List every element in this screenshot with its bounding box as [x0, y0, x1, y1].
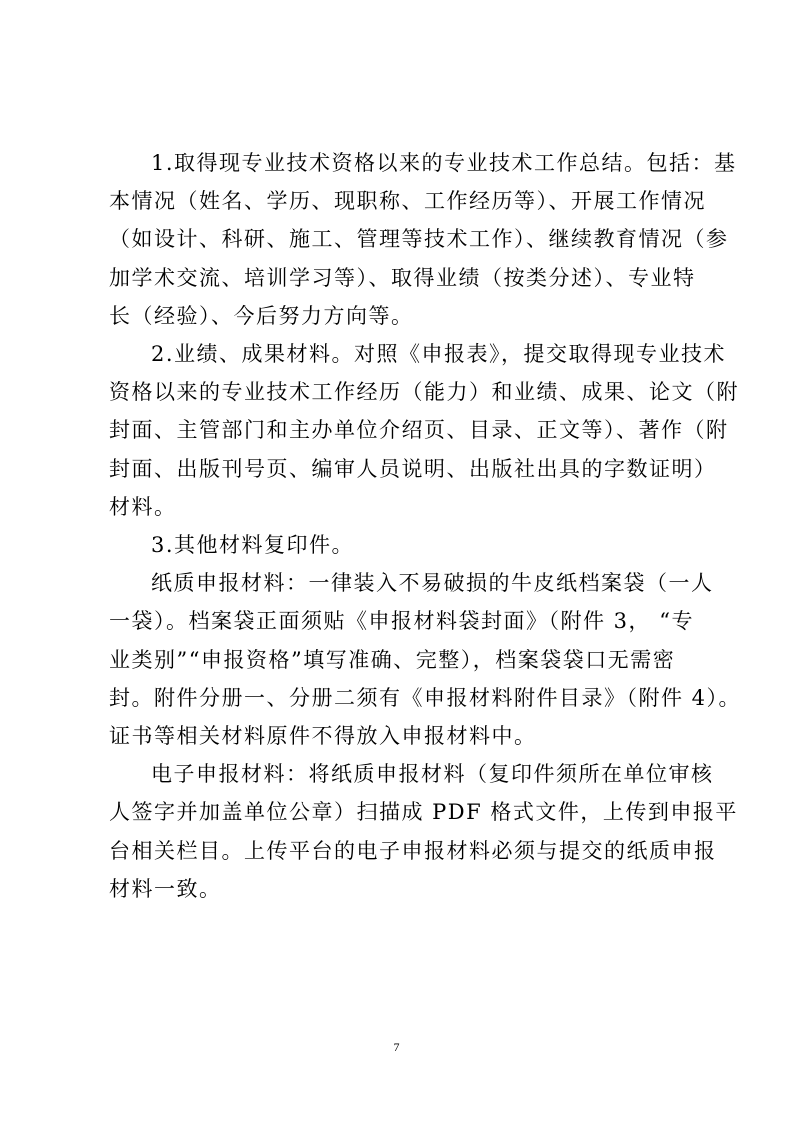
- text-line: 2.业绩、成果材料。对照《申报表》，提交取得现专业技术: [151, 342, 727, 367]
- text-line: 证书等相关材料原件不得放入申报材料中。: [109, 724, 537, 749]
- page-number: 7: [393, 1040, 400, 1054]
- text-line: 纸质申报材料：一律装入不易破损的牛皮纸档案袋（一人: [151, 571, 714, 596]
- text-line: 3.其他材料复印件。: [151, 533, 355, 558]
- paragraph-paper-materials: [109, 564, 742, 755]
- text-line: 加学术交流、培训学习等）、取得业绩（按类分述）、专业特: [109, 265, 696, 290]
- text-line: 电子申报材料：将纸质申报材料（复印件须所在单位审核: [151, 762, 714, 787]
- paragraph-achievements: [109, 335, 739, 526]
- text-line: 封面、主管部门和主办单位介绍页、目录、正文等）、著作（附: [109, 418, 729, 443]
- paragraph-other-copies: [109, 526, 687, 564]
- paragraph-work-summary: [109, 144, 737, 335]
- text-line: 资格以来的专业技术工作经历（能力）和业绩、成果、论文（附: [109, 380, 739, 405]
- text-line: 材料。: [109, 494, 177, 519]
- text-line: 封。附件分册一、分册二须有《申报材料附件目录》（附件 4）。: [109, 685, 742, 710]
- body-text: [109, 144, 742, 908]
- text-line: 1.取得现专业技术资格以来的专业技术工作总结。包括：基: [151, 151, 737, 175]
- paragraph-electronic-materials: [109, 755, 738, 908]
- text-line: 台相关栏目。上传平台的电子申报材料必须与提交的纸质申报: [109, 838, 717, 863]
- text-line: （如设计、科研、施工、管理等技术工作）、继续教育情况（参: [109, 227, 729, 252]
- text-line: 长（经验）、今后努力方向等。: [109, 303, 414, 328]
- text-line: 人签字并加盖单位公章）扫描成 PDF 格式文件，上传到申报平: [109, 800, 738, 825]
- text-line: 一袋）。档案袋正面须贴《申报材料袋封面》（附件 3， “专: [109, 609, 694, 634]
- text-line: 本情况（姓名、学历、现职称、工作经历等）、开展工作情况: [109, 189, 706, 214]
- text-line: 材料一致。: [109, 876, 222, 901]
- text-line: 业类别”“申报资格”填写准确、完整），档案袋袋口无需密: [109, 647, 676, 672]
- text-line: 封面、出版刊号页、编审人员说明、出版社出具的字数证明）: [109, 456, 717, 481]
